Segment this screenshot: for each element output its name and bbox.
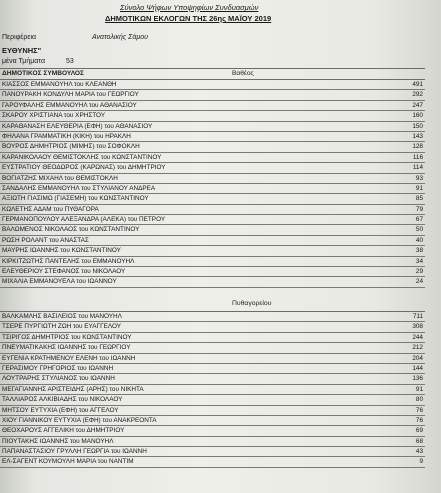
candidate-name: ΧΙΟΥ ΓΙΑΝΝΙΚΟΥ ΕΥΤΥΧΙΑ (ΕΦΗ) του ΑΝΑΚΡΕΟΝΤΑ (2, 416, 157, 424)
table-row (0, 132, 425, 142)
place-label-2: Πυθαγορείου (232, 300, 272, 307)
table-row (0, 277, 425, 287)
vote-count: 29 (415, 268, 423, 276)
table-row (0, 257, 425, 267)
vote-count: 50 (415, 226, 423, 234)
region-value: Ανατολικής Σάμου (92, 34, 148, 41)
candidate-name: ΜΗΤΣΟΥ ΕΥΤΥΧΙΑ (ΕΦΗ) του ΑΓΓΕΛΟΥ (2, 406, 119, 414)
region-label: Περιφέρεια (2, 34, 37, 41)
vote-count: 136 (412, 375, 423, 383)
vote-count: 91 (415, 184, 423, 192)
candidate-name: ΒΑΛΩΜΕΝΟΣ ΝΙΚΟΛΑΟΣ του ΚΩΝΣΤΑΝΤΙΝΟΥ (2, 226, 140, 234)
candidate-name: ΕΛ-ΣΑΓΕΝΤ ΚΟΥΜΟΥΛΗ ΜΑΡΙΑ του ΝΑΝΤΙΜ (2, 458, 134, 466)
vote-count: 114 (412, 164, 423, 172)
table-row (0, 447, 425, 457)
vote-count: 204 (412, 354, 423, 362)
table-row (0, 142, 425, 152)
candidate-name: ΓΕΡΑΣΙΜΟΥ ΓΡΗΓΟΡΙΟΣ του ΙΩΑΝΝΗ (2, 364, 114, 372)
vote-count: 40 (415, 236, 423, 244)
vote-count: 9 (419, 458, 423, 466)
vote-count: 150 (412, 122, 423, 130)
candidate-name: ΡΩΣΗ ΡΟΛΑΝΤ του ΑΝΑΣΤΑΣ (2, 236, 89, 244)
vote-count: 68 (415, 437, 423, 445)
table-row (0, 184, 425, 194)
table-row (0, 426, 425, 436)
table-row (0, 343, 425, 353)
table-row (0, 80, 425, 90)
candidate-name: ΤΣΙΡΙΓΟΣ ΔΗΜΗΤΡΙΟΣ του ΚΩΝΣΤΑΝΤΙΝΟΥ (2, 333, 132, 341)
results-table-2 (0, 311, 425, 468)
candidate-name: ΚΑΡΑΘΑΝΑΣΗ ΕΛΕΥΘΕΡΙΑ (ΕΦΗ) του ΑΘΑΝΑΣΙΟΥ (2, 122, 153, 130)
table-row (0, 122, 425, 132)
results-table-1 (0, 68, 425, 288)
candidate-name: ΒΑΛΚΑΜΛΗΣ ΒΑΣΙΛΕΙΟΣ του ΜΑΝΟΥΗΛ (2, 313, 122, 320)
vote-count: 244 (412, 333, 423, 341)
sections-value: 53 (66, 58, 74, 65)
candidate-label: ΕΥΘΥΝΗΣ" (2, 46, 42, 55)
table-row (0, 437, 425, 447)
table-row (0, 364, 425, 374)
table-row (0, 236, 425, 246)
vote-count: 247 (412, 101, 423, 109)
table-row (0, 322, 425, 332)
vote-count: 116 (412, 153, 423, 161)
table-row (0, 163, 425, 173)
table-row (0, 153, 425, 163)
vote-count: 491 (412, 81, 423, 88)
candidate-name: ΠΑΝΟΥΡΑΚΗ ΚΟΝΔΥΛΗ ΜΑΡΙΑ του ΓΕΩΡΓΙΟΥ (2, 91, 139, 99)
vote-count: 38 (415, 247, 423, 255)
vote-count: 93 (415, 174, 423, 182)
candidate-name: ΚΙΑΣΣΟΣ ΕΜΜΑΝΟΥΗΛ του ΚΛΕΑΝΘΗ (2, 81, 117, 88)
vote-count: 91 (415, 385, 423, 393)
table-row (0, 194, 425, 204)
table-row (0, 312, 425, 322)
candidate-name: ΦΗΛΑΝΑ ΓΡΑΜΜΑΤΙΚΗ (ΚΙΚΗ) του ΗΡΑΚΛΗ (2, 132, 131, 140)
candidate-name: ΜΕΓΑΓΙΑΝΝΗΣ ΑΡΙΣΤΕΙΔΗΣ (ΑΡΗΣ) του ΝΙΚΗΤΑ (2, 385, 144, 393)
table-row (0, 406, 425, 416)
table-row (0, 90, 425, 100)
vote-count: 24 (415, 278, 423, 286)
candidate-name: ΤΑΛΛΙΑΡΟΣ ΑΛΚΙΒΙΑΔΗΣ του ΝΙΚΟΛΑΟΥ (2, 396, 123, 404)
candidate-name: ΚΑΡΑΝΙΚΟΛΑΟΥ ΘΕΜΙΣΤΟΚΛΗΣ του ΚΩΝΣΤΑΝΤΙΝΟΥ (2, 153, 162, 161)
candidate-name: ΚΙΡΚΙΤΖΩΤΗΣ ΠΑΝΤΕΛΗΣ του ΕΜΜΑΝΟΥΗΛ (2, 257, 135, 265)
table-row (0, 354, 425, 364)
table-row (0, 457, 425, 467)
candidate-name: ΕΥΓΕΝΙΑ ΚΡΑΤΗΜΕΝΟΥ ΕΛΕΝΗ του ΙΩΑΝΝΗ (2, 354, 136, 362)
candidate-name: ΘΕΟΧΑΡΟΥΣ ΑΓΓΕΛΙΚΗ του ΔΗΜΗΤΡΙΟΥ (2, 427, 125, 435)
vote-count: 80 (415, 396, 423, 404)
candidate-name: ΒΟΓΙΑΤΖΗΣ ΜΙΧΑΗΛ του ΘΕΜΙΣΤΟΚΛΗ (2, 174, 118, 182)
vote-count: 76 (415, 406, 423, 414)
vote-count: 711 (412, 313, 423, 320)
candidate-name: ΓΑΡΟΥΦΑΛΗΣ ΕΜΜΑΝΟΥΗΛ του ΑΘΑΝΑΣΙΟΥ (2, 101, 137, 109)
document-title: Σύνολο Ψήφων Υποψηφίων Συνδυασμών (120, 3, 259, 12)
vote-count: 67 (415, 216, 423, 224)
table-row (0, 205, 425, 215)
table-row (0, 111, 425, 121)
table-row (0, 395, 425, 405)
vote-count: 79 (415, 205, 423, 213)
vote-count: 143 (412, 132, 423, 140)
vote-count: 160 (412, 112, 423, 120)
sections-label: μένα Τμήματα (2, 58, 46, 65)
table-header (0, 69, 425, 80)
vote-count: 308 (412, 323, 423, 331)
table-row (0, 416, 425, 426)
candidate-name: ΤΣΕΡΕ ΠΥΡΓΙΩΤΗ ΖΩΗ του ΕΥΑΓΓΕΛΟΥ (2, 323, 122, 331)
candidate-name: ΠΙΟΥΤΑΚΗΣ ΙΩΑΝΝΗΣ του ΜΑΝΟΥΗΛ (2, 437, 114, 445)
document-subtitle: ΔΗΜΟΤΙΚΩΝ ΕΚΛΟΓΩΝ ΤΗΣ 26ης ΜΑΪΟΥ 2019 (105, 14, 272, 23)
table-row (0, 385, 425, 395)
candidate-name: ΚΩΛΕΤΗΣ ΑΔΑΜ του ΠΥΘΑΓΟΡΑ (2, 205, 99, 213)
candidate-name: ΜΙΧΑΛΙΑ ΕΜΜΑΝΟΥΕΛΑ του ΙΩΑΝΝΟΥ (2, 278, 117, 286)
candidate-name: ΣΑΝΔΑΛΗΣ ΕΜΜΑΝΟΥΗΛ του ΣΤΥΛΙΑΝΟΥ ΑΝΔΡΕΑ (2, 184, 156, 192)
table-row (0, 174, 425, 184)
candidate-name: ΑΞΙΩΤΗ ΓΙΑΣΙΜΩ (ΓΙΑΣΕΜΗ) του ΚΩΝΣΤΑΝΤΙΝΟΥ (2, 195, 149, 203)
candidate-name: ΠΝΕΥΜΑΤΙΚΑΚΗΣ ΙΩΑΝΝΗΣ του ΓΕΩΡΓΙΟΥ (2, 344, 131, 352)
column-label: ΔΗΜΟΤΙΚΟΣ ΣΥΜΒΟΥΛΟΣ (2, 70, 85, 77)
table-row (0, 225, 425, 235)
vote-count: 144 (412, 364, 423, 372)
table-row (0, 267, 425, 277)
candidate-name: ΕΥΣΤΡΑΤΙΟΥ ΘΕΟΔΩΡΟΣ (ΚΑΡΩΝΑΣ) του ΔΗΜΗΤΡΙΟΥ (2, 164, 166, 172)
vote-count: 128 (412, 143, 423, 151)
table-row (0, 246, 425, 256)
candidate-name: ΠΑΠΑΝΑΣΤΑΣΙΟΥ ΓΡΥΛΛΗ ΓΕΩΡΓΙΑ του ΙΩΑΝΝΗ (2, 448, 147, 456)
table-row (0, 101, 425, 111)
vote-count: 85 (415, 195, 423, 203)
table-row (0, 215, 425, 225)
place-label: Βαθέος (232, 70, 254, 77)
table-row (0, 374, 425, 384)
candidate-name: ΛΟΥΤΡΑΡΗΣ ΣΤΥΛΙΑΝΟΣ του ΙΩΑΝΝΗ (2, 375, 115, 383)
vote-count: 292 (412, 91, 423, 99)
candidate-name: ΓΕΡΜΑΝΟΠΟΥΛΟΥ ΑΛΕΞΑΝΔΡΑ (ΑΛΕΚΑ) του ΠΕΤΡΟΥ (2, 216, 166, 224)
vote-count: 34 (415, 257, 423, 265)
candidate-name: ΒΟΥΡΟΣ ΔΗΜΗΤΡΙΟΣ (ΜΙΜΗΣ) του ΣΟΦΟΚΛΗ (2, 143, 140, 151)
vote-count: 43 (415, 448, 423, 456)
candidate-name: ΕΛΕΥΘΕΡΙΟΥ ΣΤΕΦΑΝΟΣ του ΝΙΚΟΛΑΟΥ (2, 268, 126, 276)
vote-count: 76 (415, 416, 423, 424)
vote-count: 69 (415, 427, 423, 435)
vote-count: 212 (412, 344, 423, 352)
table-row (0, 333, 425, 343)
candidate-name: ΣΚΑΡΟΥ ΧΡΙΣΤΙΑΝΑ του ΧΡΗΣΤΟΥ (2, 112, 106, 120)
candidate-name: ΜΑΥΡΗΣ ΙΩΑΝΝΗΣ του ΚΩΝΣΤΑΝΤΙΝΟΥ (2, 247, 121, 255)
